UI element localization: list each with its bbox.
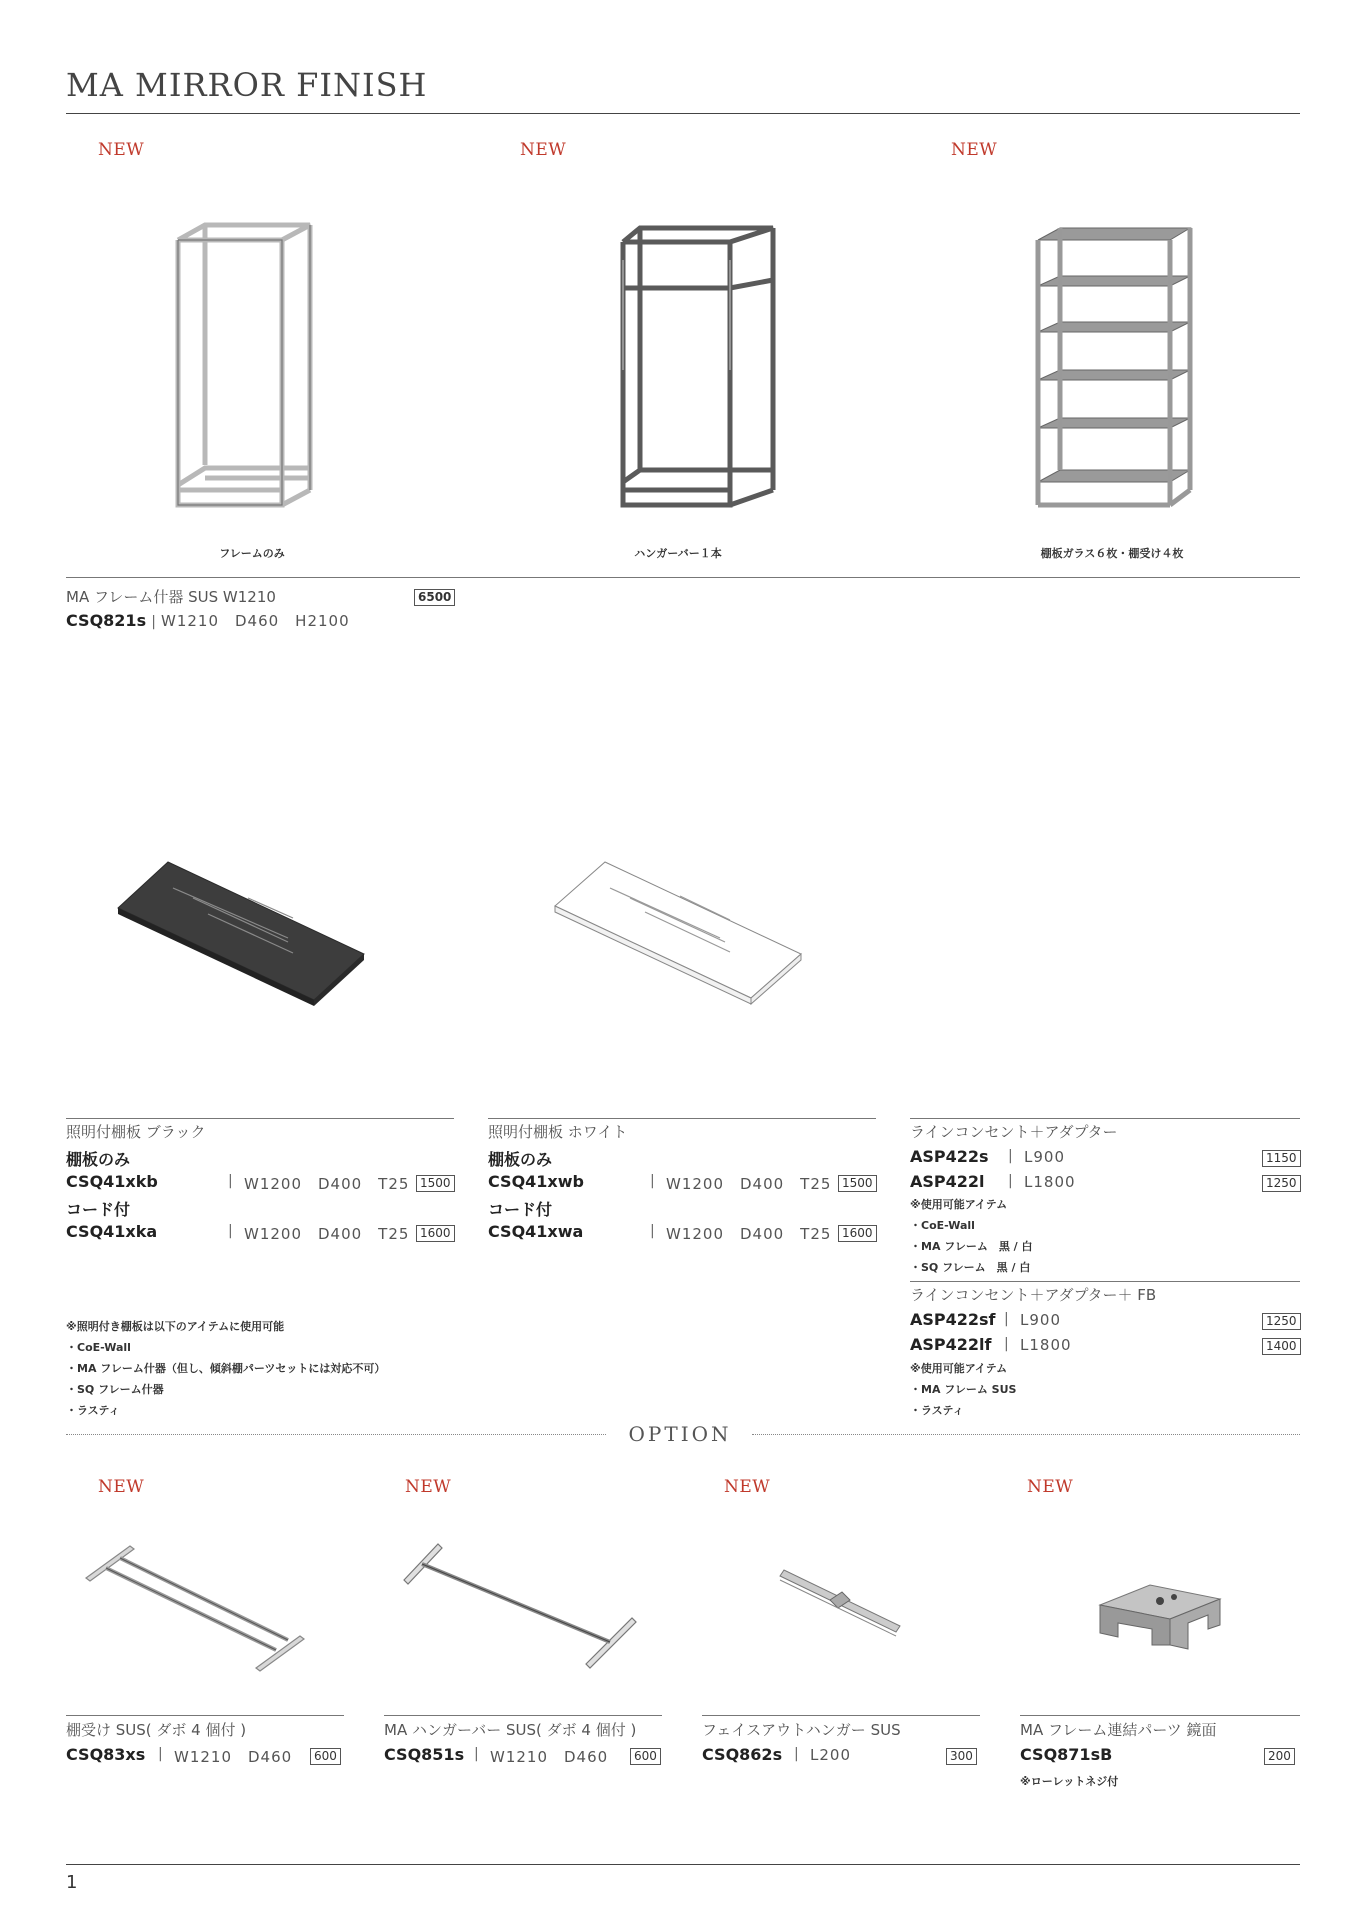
frame-hanger-image — [615, 220, 785, 520]
lit-white-rule — [488, 1118, 876, 1119]
note-line: ※照明付き棚板は以下のアイテムに使用可能 — [66, 1320, 285, 1333]
option-heading: OPTION — [628, 1422, 732, 1446]
price-box: 600 — [630, 1748, 661, 1765]
price-box: 6500 — [414, 589, 455, 606]
note-line: ・SQ フレーム什器 — [66, 1383, 164, 1396]
connection-part-image — [1100, 1585, 1230, 1675]
product-code: ASP422s — [910, 1147, 989, 1166]
separator: | — [1004, 1336, 1009, 1352]
price-box: 1250 — [1262, 1175, 1301, 1192]
product-dims: W1210 D460 — [490, 1748, 609, 1766]
price-box: 200 — [1264, 1748, 1295, 1765]
lit-black-name: 照明付棚板 ブラック — [66, 1123, 206, 1141]
new-badge: NEW — [98, 140, 145, 160]
footer-rule — [66, 1864, 1300, 1865]
separator: | — [228, 1223, 233, 1239]
lit-white-sub2: コード付 — [488, 1200, 553, 1219]
separator: | — [151, 614, 156, 630]
price-box: 1500 — [416, 1175, 455, 1192]
price-box: 1500 — [838, 1175, 877, 1192]
white-lit-shelf-image — [555, 858, 815, 998]
price-box: 1600 — [416, 1225, 455, 1242]
new-badge: NEW — [520, 140, 567, 160]
outlet-rule — [910, 1118, 1300, 1119]
separator: | — [1008, 1173, 1013, 1189]
new-badge: NEW — [1027, 1477, 1074, 1497]
separator: | — [1008, 1148, 1013, 1164]
outlet2-rule — [910, 1281, 1300, 1282]
product-code: CSQ821s — [66, 611, 147, 630]
product-code: CSQ41xka — [66, 1222, 158, 1241]
product-dims: W1200 D400 T25 — [666, 1225, 832, 1243]
product-code: CSQ41xwa — [488, 1222, 584, 1241]
product-length: L1800 — [1020, 1336, 1072, 1354]
option-name: MA フレーム連結パーツ 鏡面 — [1020, 1721, 1217, 1739]
note-line: ・ラスティ — [66, 1404, 120, 1417]
outlet2-notes — [910, 1358, 1016, 1421]
separator: | — [158, 1746, 163, 1762]
option-dotted-rule-left — [66, 1434, 606, 1435]
new-badge: NEW — [951, 140, 998, 160]
note-line: ・ラスティ — [910, 1404, 964, 1417]
product-code: ASP422lf — [910, 1335, 992, 1354]
hanger-bar-image — [400, 1540, 650, 1670]
product-dims: W1200 D400 T25 — [244, 1225, 410, 1243]
option-rule — [1020, 1715, 1300, 1716]
product-length: L900 — [1024, 1148, 1065, 1166]
product-dims: W1200 D400 T25 — [244, 1175, 410, 1193]
option-rule — [66, 1715, 344, 1716]
frame-caption: ハンガーバー１本 — [634, 547, 722, 560]
product-dims: W1210 D460 H2100 — [161, 612, 350, 630]
product-code: ASP422l — [910, 1172, 985, 1191]
price-box: 1600 — [838, 1225, 877, 1242]
frame-product-line — [66, 610, 350, 631]
option-rule — [384, 1715, 662, 1716]
option-note: ※ローレットネジ付 — [1020, 1775, 1119, 1788]
product-dims: W1200 D400 T25 — [666, 1175, 832, 1193]
product-code: CSQ851s — [384, 1745, 465, 1764]
lit-black-sub2: コード付 — [66, 1200, 131, 1219]
note-line: ※使用可能アイテム — [910, 1362, 1008, 1375]
frame-caption: フレームのみ — [219, 547, 285, 560]
title-rule — [66, 113, 1300, 114]
product-length: L1800 — [1024, 1173, 1076, 1191]
black-lit-shelf-image — [118, 858, 378, 998]
product-length: L900 — [1020, 1311, 1061, 1329]
frame-only-image — [170, 220, 340, 520]
option-name: 棚受け SUS( ダボ 4 個付 ) — [66, 1721, 247, 1739]
note-line: ・MA フレーム SUS — [910, 1383, 1017, 1396]
separator: | — [650, 1223, 655, 1239]
note-line: ・MA フレーム什器（但し、傾斜棚パーツセットには対応不可） — [66, 1362, 386, 1375]
new-badge: NEW — [724, 1477, 771, 1497]
price-box: 1250 — [1262, 1313, 1301, 1330]
product-code: CSQ871sB — [1020, 1745, 1113, 1764]
note-line: ・MA フレーム 黒 / 白 — [910, 1240, 1033, 1253]
note-line: ※使用可能アイテム — [910, 1198, 1008, 1211]
price-box: 600 — [310, 1748, 341, 1765]
price-box: 1150 — [1262, 1150, 1301, 1167]
outlet1-name: ラインコンセント＋アダプター — [910, 1123, 1118, 1141]
product-code: CSQ83xs — [66, 1745, 146, 1764]
note-line: ・CoE-Wall — [910, 1219, 975, 1232]
lit-black-sub1: 棚板のみ — [66, 1150, 131, 1169]
option-dotted-rule-right — [752, 1434, 1300, 1435]
product-code: ASP422sf — [910, 1310, 996, 1329]
new-badge: NEW — [405, 1477, 452, 1497]
lit-black-rule — [66, 1118, 454, 1119]
product-dims: W1210 D460 — [174, 1748, 293, 1766]
frame-glass-shelf-image — [1030, 220, 1200, 520]
separator: | — [650, 1173, 655, 1189]
outlet2-name: ラインコンセント＋アダプター＋ FB — [910, 1286, 1157, 1304]
shelf-support-image — [86, 1540, 316, 1670]
separator: | — [228, 1173, 233, 1189]
outlet1-notes — [910, 1194, 1033, 1278]
product-dims: L200 — [810, 1746, 851, 1764]
lit-white-sub1: 棚板のみ — [488, 1150, 553, 1169]
frame-product-name: MA フレーム什器 SUS W1210 — [66, 588, 276, 606]
product-code: CSQ41xkb — [66, 1172, 158, 1191]
product-code: CSQ41xwb — [488, 1172, 584, 1191]
product-code: CSQ862s — [702, 1745, 783, 1764]
lit-white-name: 照明付棚板 ホワイト — [488, 1123, 628, 1141]
separator: | — [794, 1746, 799, 1762]
option-rule — [702, 1715, 980, 1716]
note-line: ・SQ フレーム 黒 / 白 — [910, 1261, 1031, 1274]
page-number: 1 — [66, 1872, 78, 1893]
option-name: フェイスアウトハンガー SUS — [702, 1721, 901, 1739]
note-line: ・CoE-Wall — [66, 1341, 131, 1354]
price-box: 1400 — [1262, 1338, 1301, 1355]
lit-notes — [66, 1316, 385, 1421]
separator: | — [474, 1746, 479, 1762]
new-badge: NEW — [98, 1477, 145, 1497]
page-title: MA MIRROR FINISH — [66, 66, 428, 104]
price-box: 300 — [946, 1748, 977, 1765]
option-name: MA ハンガーバー SUS( ダボ 4 個付 ) — [384, 1721, 637, 1739]
separator: | — [1004, 1311, 1009, 1327]
face-out-hanger-image — [780, 1570, 920, 1640]
frame-caption: 棚板ガラス６枚・棚受け４枚 — [1040, 547, 1184, 560]
frame-section-rule — [66, 577, 1300, 578]
